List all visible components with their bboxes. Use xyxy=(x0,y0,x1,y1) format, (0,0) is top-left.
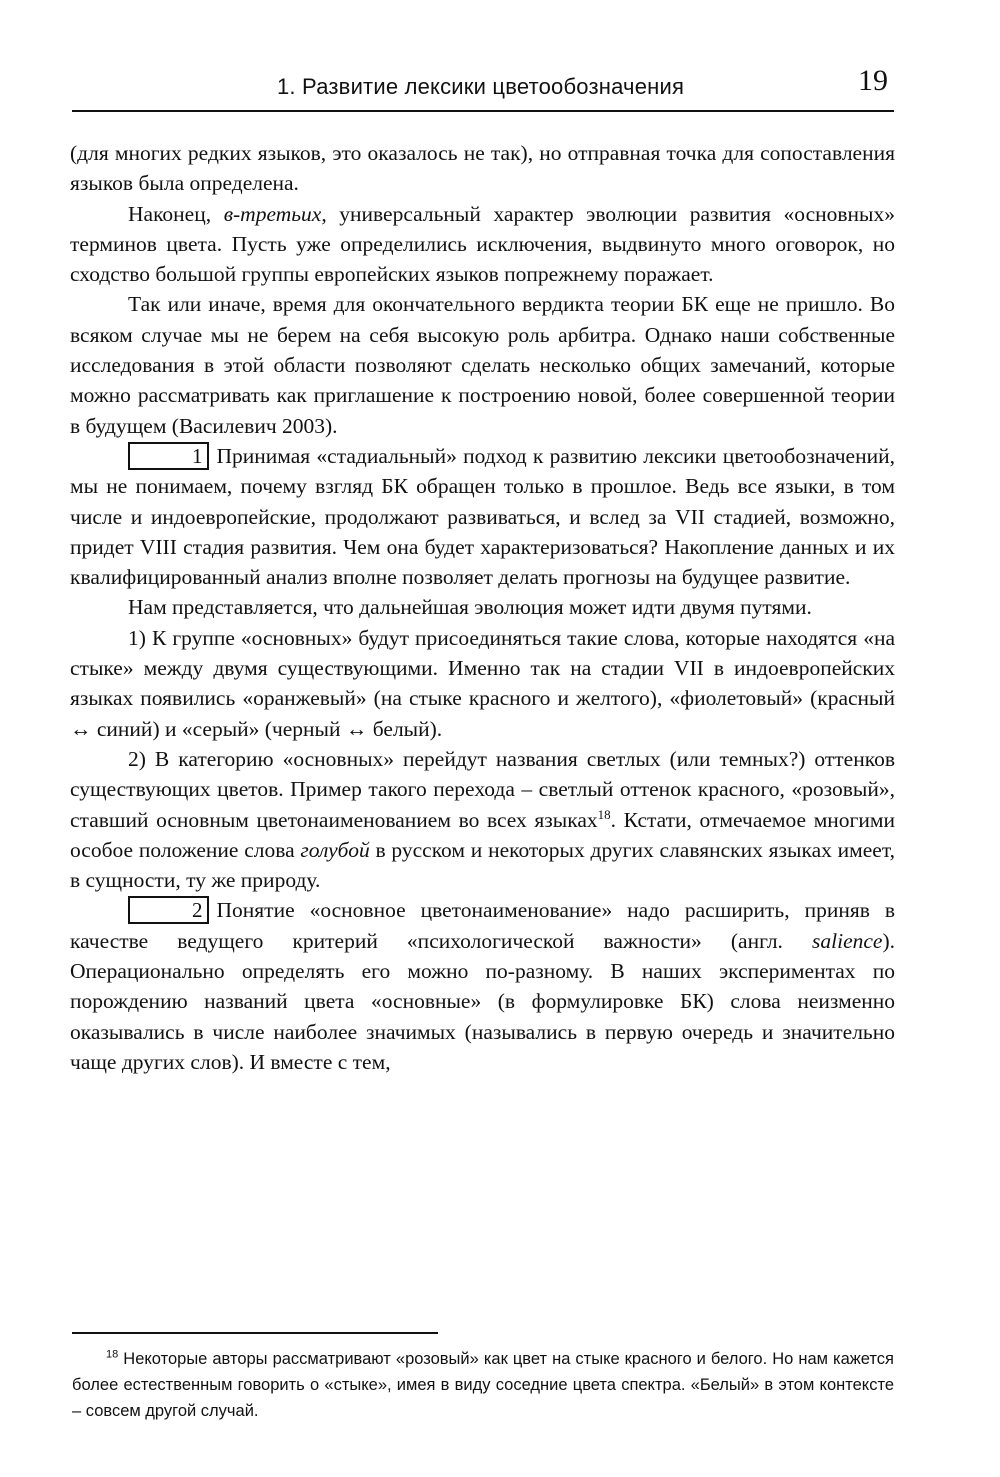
chapter-title: 1. Развитие лексики цветообозначения xyxy=(277,74,685,99)
emphasis-third: в-третьих xyxy=(223,201,322,226)
page-number: 19 xyxy=(858,64,888,97)
paragraph-2-lead: Наконец, xyxy=(128,201,224,226)
paragraph-3: Так или иначе, время для окончательного вердикта теории БК еще не пришло. Во всяком случае мы не берем на себя высокую роль арбитра. Однако наши собственные исследования в этой области позволяют сделать несколько общих замечаний, которые можно рассматривать как приглашение к построению новой, более совершенной теории в будущем (Василевич 2003). xyxy=(70,292,895,438)
footnote-ref: 18 xyxy=(597,806,611,822)
footnote-text: Некоторые авторы рассматривают «розовый» как цвет на стыке красного и белого. Но нам кажется более естественным говорить о «стыке», имея в виду соседние цвета спектра. «Белый» в этом контексте – совсем другой случай. xyxy=(72,1350,894,1420)
paragraph-4-text: Принимая «стадиальный» подход к развитию лексики цветообозначений, мы не понимаем, почему взгляд БК обращен только в прошлое. Ведь все языки, в том числе и индоевропейские, продолжают развиваться, и вслед за VII стадией, возможно, придет VIII стадия развития. Чем она будет характеризоваться? Накопление данных и их квалифицированный анализ вполне позволяет делать прогнозы на будущее развитие. xyxy=(70,443,895,590)
footnote-rule xyxy=(72,1332,438,1334)
running-head xyxy=(72,64,894,104)
paragraph-8-lead: Понятие «основное цветонаименование» надо расширить, приняв в качестве ведущего критерий «психологической важности» (англ. xyxy=(70,898,895,953)
main-text xyxy=(70,138,895,1077)
paragraph-5: Нам представляется, что дальнейшая эволюция может идти двумя путями. xyxy=(128,595,812,620)
paragraph-1: (для многих редких языков, это оказалось не так), но отправная точка для сопоставления языков была определена. xyxy=(70,141,895,196)
paragraph-8 xyxy=(70,895,895,1077)
paragraph-7-rest: в русском и некоторых других славянских языках имеет, в сущности, ту же природу. xyxy=(70,837,895,893)
paragraph-4 xyxy=(70,441,895,592)
emphasis-salience: salience xyxy=(812,928,883,953)
emphasis-goluboy: голубой xyxy=(300,837,370,862)
section-number-box: 2 xyxy=(128,896,209,924)
paragraph-7-mid: . Кстати, отмечаемое многими особое положение слова xyxy=(70,807,895,862)
paragraph-2 xyxy=(70,199,895,290)
section-number-box: 1 xyxy=(128,442,209,470)
paragraph-7-lead: 2) В категорию «основных» перейдут названия светлых (или темных?) оттенков существующих цветов. Пример такого перехода – светлый оттенок красного, «розовый», ставший основным цветонаименованием во всех языках xyxy=(70,746,895,832)
header-rule xyxy=(72,110,894,112)
paragraph-6: 1) К группе «основных» будут присоединяться такие слова, которые находятся «на стыке» между двумя существующими. Именно так на стадии VII в индоевропейских языках появились «оранжевый» (на стыке красного и желтого), «фиолетовый» (красный ↔ синий) и «серый» (черный ↔ белый). xyxy=(70,625,895,741)
paragraph-8-rest: ). Операционально определять его можно по-разному. В наших экспериментах по порождению названий цвета «основные» (в формулировке БК) слова неизменно оказывались в числе наиболее значимых (назывались в первую очередь и значительно чаще других слов). И вместе с тем, xyxy=(70,928,895,1074)
footnote xyxy=(72,1346,894,1424)
footnote-marker: 18 xyxy=(106,1348,119,1361)
paragraph-2-rest: , универсальный характер эволюции развития «основных» терминов цвета. Пусть уже определились исключения, выдвинуто много оговорок, но сходство большой группы европейских языков попрежнему поражает. xyxy=(70,201,895,287)
paragraph-7 xyxy=(70,744,895,895)
